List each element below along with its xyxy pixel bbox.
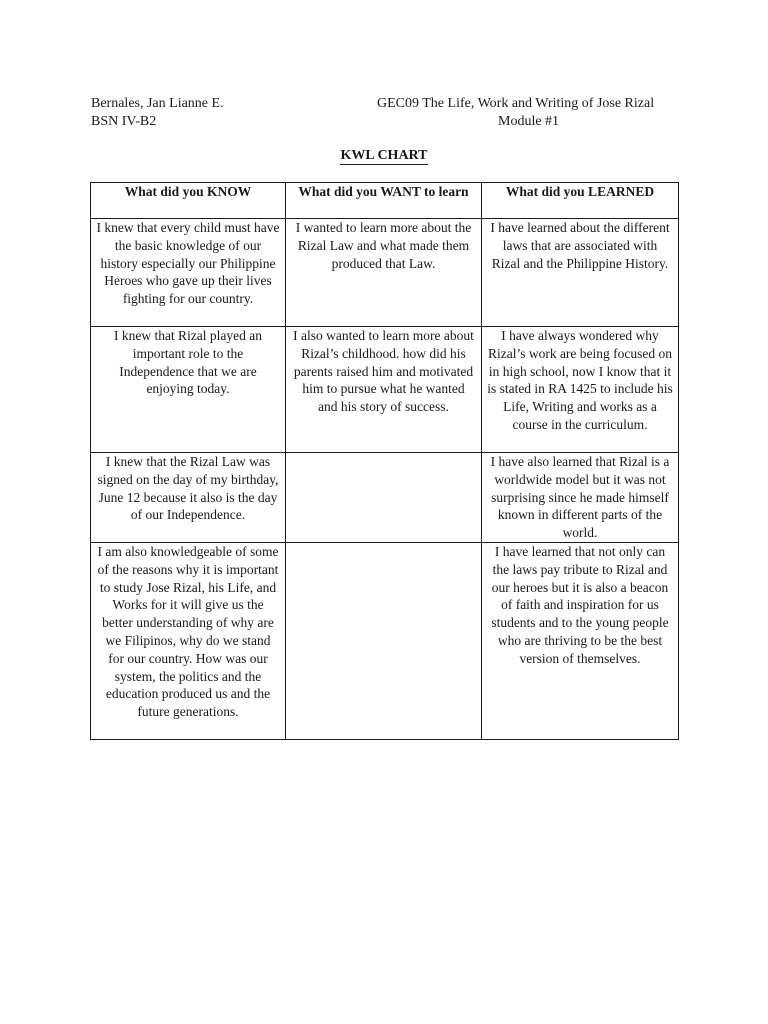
student-name: Bernales, Jan Lianne E. — [91, 96, 224, 111]
table-row — [91, 543, 679, 740]
page-title-container — [0, 147, 768, 165]
table-row — [91, 219, 679, 327]
column-header-learned: What did you LEARNED — [482, 183, 679, 219]
learned-cell: I have learned that not only can the laws pay tribute to Rizal and our heroes but it is also a beacon of faith and inspiration for us students and to the young people who are thriving to be the best version of themselves. — [482, 543, 679, 740]
learned-cell: I have learned about the different laws that are associated with Rizal and the Philippine History. — [482, 219, 679, 327]
student-section: BSN IV-B2 — [91, 114, 157, 129]
want-cell: I also wanted to learn more about Rizal’s childhood. how did his parents raised him and motivated him to pursue what he wanted and his story of success. — [286, 327, 482, 453]
column-header-know: What did you KNOW — [91, 183, 286, 219]
module-number: Module #1 — [498, 114, 560, 129]
page-title: KWL CHART — [340, 148, 428, 163]
kwl-table — [90, 182, 679, 740]
table-row — [91, 327, 679, 453]
want-cell — [286, 543, 482, 740]
know-cell: I knew that every child must have the basic knowledge of our history especially our Philippine Heroes who gave up their lives fighting for our country. — [91, 219, 286, 327]
learned-cell: I have also learned that Rizal is a worldwide model but it was not surprising since he made himself known in different parts of the world. — [482, 453, 679, 543]
course-title: GEC09 The Life, Work and Writing of Jose Rizal — [377, 96, 655, 111]
know-cell: I am also knowledgeable of some of the reasons why it is important to study Jose Rizal, his Life, and Works for it will give us the better understanding of why are we Filipinos, why do we stand for our country. How was our system, the politics and the education produced us and the future generations. — [91, 543, 286, 740]
want-cell — [286, 453, 482, 543]
learned-cell: I have always wondered why Rizal’s work are being focused on in high school, now I know that it is stated in RA 1425 to include his Life, Writing and works as a course in the curriculum. — [482, 327, 679, 453]
column-header-want: What did you WANT to learn — [286, 183, 482, 219]
table-row — [91, 453, 679, 543]
know-cell: I knew that the Rizal Law was signed on the day of my birthday, June 12 because it also is the day of our Independence. — [91, 453, 286, 543]
table-header-row — [91, 183, 679, 219]
want-cell: I wanted to learn more about the Rizal Law and what made them produced that Law. — [286, 219, 482, 327]
know-cell: I knew that Rizal played an important role to the Independence that we are enjoying today. — [91, 327, 286, 453]
